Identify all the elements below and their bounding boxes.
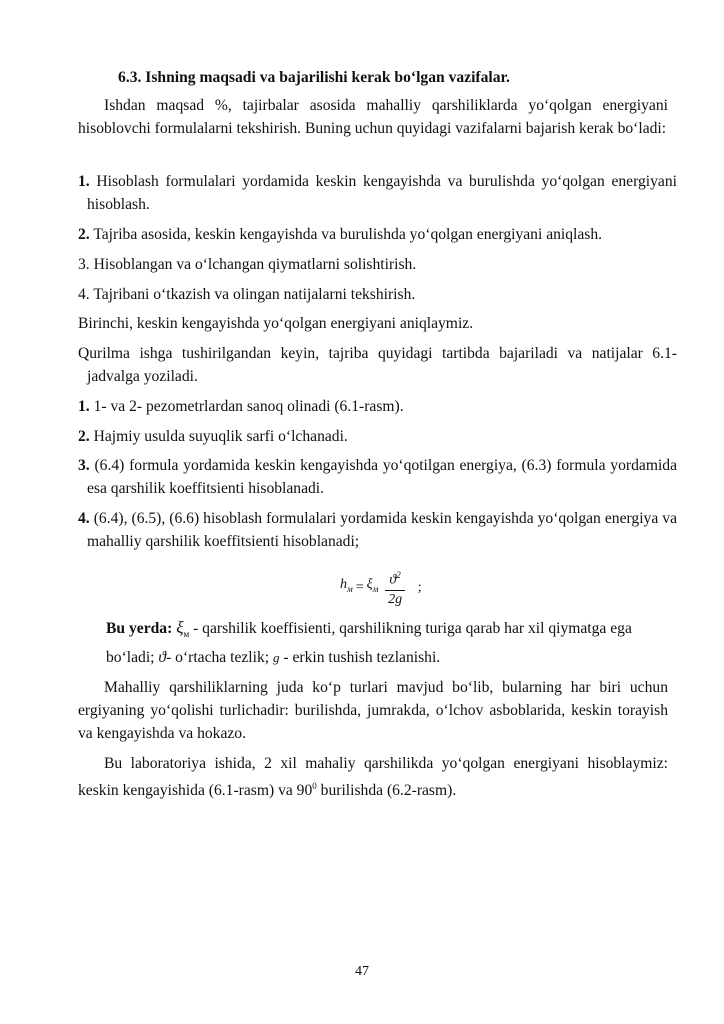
formula-xi-sub: м xyxy=(372,584,379,595)
step-number: 1. xyxy=(78,398,90,415)
formula-end: ; xyxy=(417,579,422,595)
step-1 xyxy=(78,395,677,418)
g-symbol: g xyxy=(273,650,280,666)
formula-lhs-sub: м xyxy=(347,584,353,595)
lab-text-a: Bu laboratoriya ishida, 2 xil mahaliy qarshilikda yo‘qolgan energiyani hisoblaymiz: keskin kengayishida (6.1-rasm) va 90 xyxy=(78,755,668,800)
step-number: 4. xyxy=(78,510,90,527)
task-4 xyxy=(78,283,677,306)
task-text: Hisoblangan va o‘lchangan qiymatlarni solishtirish. xyxy=(89,256,417,273)
task-2 xyxy=(78,223,677,246)
step-text: (6.4), (6.5), (6.6) hisoblash formulalari yordamida keskin kengayishda yo‘qolgan energiya va mahalliy qarshilik koeffitsienti hisoblanadi; xyxy=(87,510,677,550)
task-text: Tajribani o‘tkazish va olingan natijalarni tekshirish. xyxy=(89,286,416,303)
formula-fraction xyxy=(385,566,404,609)
step-4 xyxy=(78,507,677,553)
task-number: 4. xyxy=(78,286,90,303)
degree-sup: 0 xyxy=(312,781,317,791)
step-number: 3. xyxy=(78,457,90,474)
step-text: Hajmiy usulda suyuqlik sarfi o‘lchanadi. xyxy=(89,428,348,445)
xi-symbol: ξ xyxy=(176,618,184,637)
task-text: Hisoblash formulalari yordamida keskin kengayishda va burulishda yo‘qolgan energiyani hisoblash. xyxy=(87,173,677,213)
step-2 xyxy=(78,425,677,448)
formula-numerator: ϑ xyxy=(389,572,397,588)
first-paragraph: Birinchi, keskin kengayishda yo‘qolgan energiyani aniqlaymiz. xyxy=(78,315,474,332)
task-3 xyxy=(78,253,677,276)
page-number: 47 xyxy=(355,964,369,979)
section-title: 6.3. Ishning maqsadi va bajarilishi kerak bo‘lgan vazifalar. xyxy=(118,69,510,86)
step-text: (6.4) formula yordamida keskin kengayishda yo‘qotilgan energiya, (6.3) formula yordamida esa qarshilik koeffitsienti hisoblanadi. xyxy=(87,457,677,497)
where-label: Bu yerda: xyxy=(106,620,173,637)
local-resistance-paragraph: Mahalliy qarshiliklarning juda ko‘p turlari mavjud bo‘lib, bularning har biri uchun ergiyaning yo‘qolishi turlichadir: burilishda, jumrakda, o‘lchov asboblarida, keskin torayish va kengayishda va hokazo. xyxy=(78,679,668,742)
task-number: 2. xyxy=(78,226,90,243)
velocity-symbol: ϑ xyxy=(158,649,167,667)
formula-exponent: 2 xyxy=(396,570,401,580)
where-text-3: - erkin tushish tezlanishi. xyxy=(279,649,441,667)
lab-text-b: burilishda (6.2-rasm). xyxy=(316,782,457,800)
intro-paragraph: Ishdan maqsad %, tajirbalar asosida mahalliy qarshiliklarda yo‘qolgan energiyani hisoblovchi formulalarni tekshirish. Buning uchun quyidagi vazifalarni bajarish kerak bo‘ladi: xyxy=(78,97,668,137)
task-number: 1. xyxy=(78,173,90,190)
where-paragraph xyxy=(106,616,666,669)
task-text: Tajriba asosida, keskin kengayishda va burulishda yo‘qolgan energiyani aniqlash. xyxy=(89,226,603,243)
task-number: 3. xyxy=(78,256,90,273)
where-text-1: - qarshilik koeffisienti, qarshilikning turiga qarab har xil qiymatga ega bo‘ladi; xyxy=(106,620,632,667)
step-3 xyxy=(78,454,677,500)
step-number: 2. xyxy=(78,428,90,445)
xi-sub: м xyxy=(183,629,190,640)
lab-paragraph xyxy=(78,752,668,802)
formula-lhs: h xyxy=(340,577,347,593)
step-text: 1- va 2- pezometrlardan sanoq olinadi (6.1-rasm). xyxy=(89,398,404,415)
task-1 xyxy=(78,170,677,216)
formula-denominator: 2g xyxy=(388,591,403,607)
formula: $h_м$ = $\xi_м$ $\frac{ϑ^2}{2g}$ ; xyxy=(340,566,422,609)
formula-xi: ξ xyxy=(366,577,373,593)
setup-paragraph: Qurilma ishga tushirilgandan keyin, tajriba quyidagi tartibda bajariladi va natijalar 6.1- jadvalga yoziladi. xyxy=(78,345,677,385)
where-text-2: - o‘rtacha tezlik; xyxy=(166,649,273,667)
